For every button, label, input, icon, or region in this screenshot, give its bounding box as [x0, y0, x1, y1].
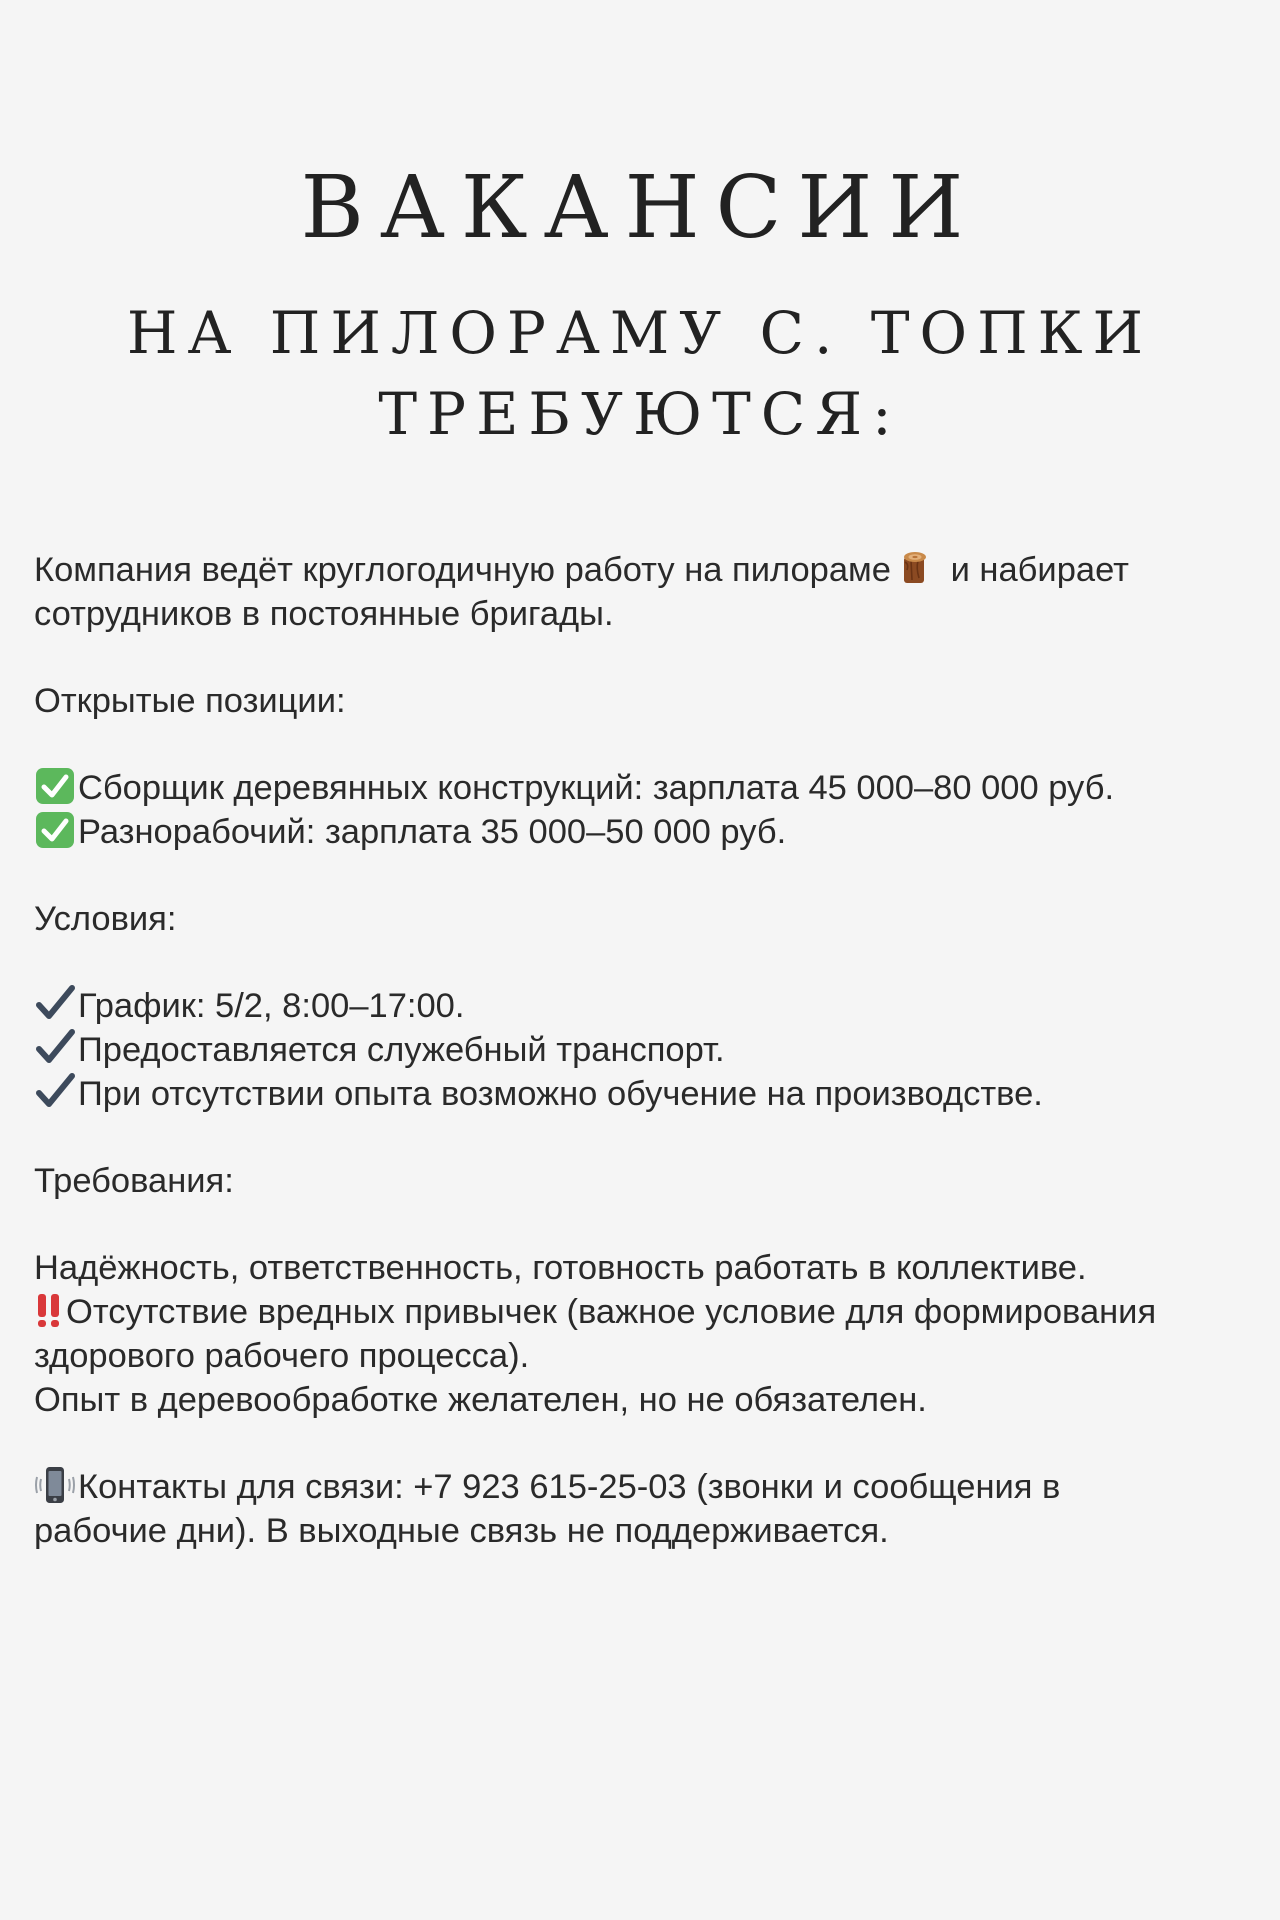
heavy-check-mark-icon — [34, 1072, 76, 1112]
intro-text-before: Компания ведёт круглогодичную работу на пилораме — [34, 551, 891, 589]
position-item-text: Разнорабочий: зарплата 35 000–50 000 руб. — [78, 813, 787, 851]
condition-item-text: График: 5/2, 8:00–17:00. — [78, 987, 465, 1025]
condition-item-text: Предоставляется служебный транспорт. — [78, 1031, 725, 1069]
page-subtitle-line2: ТРЕБУЮТСЯ: — [378, 380, 902, 448]
page-title: ВАКАНСИИ — [300, 158, 980, 258]
conditions-heading: Условия: — [34, 900, 177, 938]
position-item — [34, 766, 1260, 810]
contacts-line: рабочие дни). В выходные связь не поддерживается. — [34, 1512, 889, 1550]
contacts-line — [34, 1465, 1260, 1509]
requirement-line-text: Отсутствие вредных привычек (важное условие для формирования — [66, 1293, 1157, 1331]
heavy-check-mark-icon — [34, 984, 76, 1024]
vacancy-text — [34, 548, 1260, 1553]
requirements-heading: Требования: — [34, 1162, 234, 1200]
page-subtitle-line1: НА ПИЛОРАМУ С. ТОПКИ — [126, 299, 1154, 367]
contacts-line-text: Контакты для связи: +7 923 615-25-03 (звонки и сообщения в — [78, 1468, 1061, 1506]
requirement-line: Надёжность, ответственность, готовность работать в коллективе. — [34, 1249, 1087, 1287]
intro-line-2: сотрудников в постоянные бригады. — [34, 595, 614, 633]
position-item-text: Сборщик деревянных конструкций: зарплата 45 000–80 000 руб. — [78, 769, 1115, 807]
condition-item — [34, 1028, 1260, 1072]
check-mark-button-icon — [34, 810, 76, 850]
condition-item — [34, 984, 1260, 1028]
heavy-check-mark-icon — [34, 1028, 76, 1068]
condition-item-text: При отсутствии опыта возможно обучение на производстве. — [78, 1075, 1043, 1113]
intro-line-1 — [34, 548, 1260, 592]
requirement-line — [34, 1290, 1260, 1334]
check-mark-button-icon — [34, 766, 76, 806]
requirement-line: здорового рабочего процесса). — [34, 1337, 530, 1375]
double-exclamation-icon — [34, 1290, 64, 1330]
intro-text-after: и набирает — [950, 551, 1129, 589]
mobile-phone-icon — [34, 1465, 76, 1505]
wood-log-icon — [895, 548, 935, 588]
requirement-line: Опыт в деревообработке желателен, но не обязателен. — [34, 1381, 927, 1419]
condition-item — [34, 1072, 1260, 1116]
positions-heading: Открытые позиции: — [34, 682, 346, 720]
position-item — [34, 810, 1260, 854]
